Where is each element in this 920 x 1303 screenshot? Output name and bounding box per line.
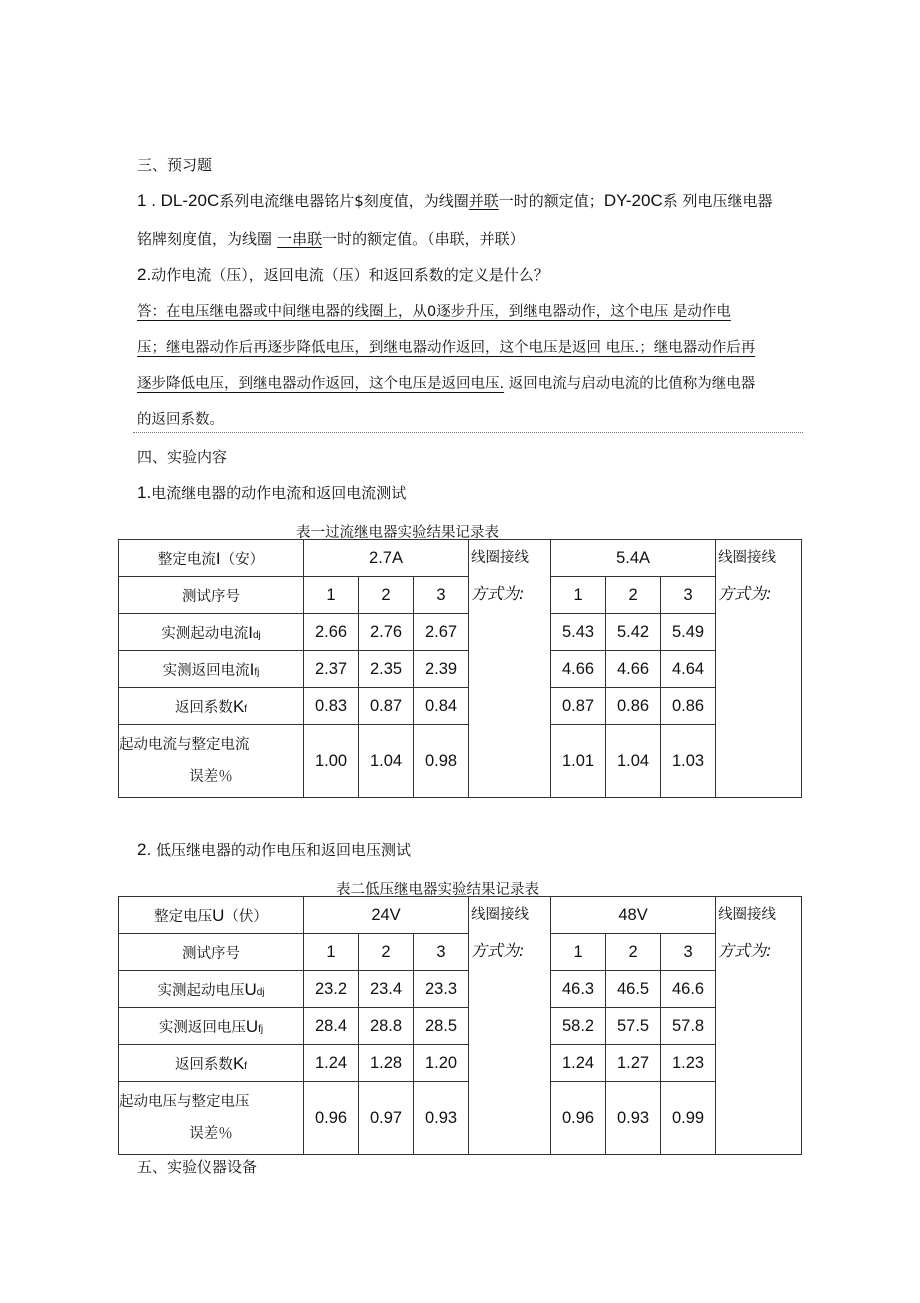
q1-code-a: DL-20C (160, 191, 220, 210)
cell: 23.4 (359, 971, 414, 1008)
section3-heading: 三、预习题 (137, 156, 213, 174)
table-row (119, 1082, 802, 1155)
cell: 23.3 (414, 971, 469, 1008)
table-row (119, 688, 802, 725)
cell: 28.8 (359, 1008, 414, 1045)
table-row (119, 1045, 802, 1082)
cell: 2.76 (359, 614, 414, 651)
item-2 (137, 839, 411, 860)
cell: 1.23 (661, 1045, 716, 1082)
group-a-header: 24V (304, 897, 469, 934)
table-row (119, 971, 802, 1008)
section-divider (133, 432, 803, 433)
q1-line2-a: 铭牌刻度值，为线圈 (137, 230, 273, 248)
cell: 0.84 (414, 688, 469, 725)
answer-line-1: 答：在电压继电器或中间继电器的线圈上，从0逐步升压，到继电器动作，这个电压 是动作电 (137, 304, 731, 320)
cell: 0.86 (606, 688, 661, 725)
section4-heading: 四、实验内容 (137, 448, 228, 466)
coil-connection-b: 线圈接线 方式为: (716, 897, 802, 1155)
cell: 5.42 (606, 614, 661, 651)
coil-connection-a: 线圈接线 方式为: (469, 540, 551, 798)
cell: 46.3 (551, 971, 606, 1008)
q1-code-b: DY-20C (603, 191, 663, 210)
cell: 2.67 (414, 614, 469, 651)
table1 (118, 539, 802, 798)
cell: 0.93 (414, 1082, 469, 1155)
cell: 2.66 (304, 614, 359, 651)
cell: 1.03 (661, 725, 716, 798)
table-row (119, 614, 802, 651)
row-label-error: 起动电压与整定电压 误差％ (119, 1082, 304, 1155)
cell: 0.98 (414, 725, 469, 798)
cell: 28.5 (414, 1008, 469, 1045)
cell: 46.5 (606, 971, 661, 1008)
cell: 0.83 (304, 688, 359, 725)
coil-connection-b: 线圈接线 方式为: (716, 540, 802, 798)
cell: 1.27 (606, 1045, 661, 1082)
row-label-pickup: 实测起动电压Udj (119, 971, 304, 1008)
answer-block (137, 294, 800, 438)
seq-a-1: 1 (304, 934, 359, 971)
q2-text: .动作电流（压），返回电流（压）和返回系数的定义是什么？ (146, 266, 549, 284)
cell: 1.01 (551, 725, 606, 798)
row-label-coef: 返回系数Kf (119, 688, 304, 725)
question-2 (137, 264, 549, 285)
seq-b-3: 3 (661, 577, 716, 614)
cell: 1.04 (359, 725, 414, 798)
row-label-error: 起动电流与整定电流 误差％ (119, 725, 304, 798)
cell: 57.8 (661, 1008, 716, 1045)
cell: 2.37 (304, 651, 359, 688)
table2 (118, 896, 802, 1155)
cell: 2.35 (359, 651, 414, 688)
q1-blank-b: 一串联 (277, 230, 323, 248)
cell: 1.28 (359, 1045, 414, 1082)
cell: 0.86 (661, 688, 716, 725)
cell: 1.20 (414, 1045, 469, 1082)
question-1-line2 (137, 228, 525, 249)
q1-blank-a: 并联 (468, 192, 499, 210)
coil-connection-a: 线圈接线 方式为: (469, 897, 551, 1155)
seq-a-2: 2 (359, 934, 414, 971)
seq-a-3: 3 (414, 577, 469, 614)
q1-line2-b: 一时的额定值。（串联，并联） (322, 230, 525, 248)
seq-b-1: 1 (551, 577, 606, 614)
cell: 58.2 (551, 1008, 606, 1045)
answer-line-3-underlined: 逐步降低电压，到继电器动作返回，这个电压是返回电压. (137, 376, 505, 392)
cell: 1.04 (606, 725, 661, 798)
seq-label: 测试序号 (119, 934, 304, 971)
q1-text-b: 一时的额定值； (498, 192, 604, 210)
cell: 0.96 (304, 1082, 359, 1155)
row-label-coef: 返回系数Kf (119, 1045, 304, 1082)
cell: 0.87 (359, 688, 414, 725)
answer-line-3 (137, 366, 800, 402)
seq-label: 测试序号 (119, 577, 304, 614)
cell: 1.24 (304, 1045, 359, 1082)
seq-b-2: 2 (606, 577, 661, 614)
answer-line-4: 的返回系数。 (137, 412, 224, 428)
cell: 0.87 (551, 688, 606, 725)
q1-text-c: 系 列电压继电器 (662, 192, 773, 210)
answer-line-3-rest: 返回电流与启动电流的比值称为继电器 (504, 376, 756, 392)
cell: 1.00 (304, 725, 359, 798)
cell: 4.64 (661, 651, 716, 688)
q1-number: 1 (137, 191, 147, 210)
cell: 5.49 (661, 614, 716, 651)
cell: 1.24 (551, 1045, 606, 1082)
cell: 2.39 (414, 651, 469, 688)
cell: 0.97 (359, 1082, 414, 1155)
q2-number: 2 (137, 265, 147, 284)
cell: 28.4 (304, 1008, 359, 1045)
cell: 0.96 (551, 1082, 606, 1155)
answer-line-2: 压；继电器动作后再逐步降低电压，到继电器动作返回，这个电压是返回 电压.；继电器动作后再 (137, 340, 756, 356)
cell: 4.66 (551, 651, 606, 688)
cell: 5.43 (551, 614, 606, 651)
table1-caption: 表一过流继电器实验结果记录表 (296, 525, 499, 541)
seq-b-2: 2 (606, 934, 661, 971)
row-label-return: 实测返回电压Ufj (119, 1008, 304, 1045)
seq-a-1: 1 (304, 577, 359, 614)
cell: 46.6 (661, 971, 716, 1008)
item1-number: 1 (137, 483, 147, 502)
cell: 0.99 (661, 1082, 716, 1155)
section5-heading: 五、实验仪器设备 (137, 1158, 258, 1176)
item2-number: 2 (137, 840, 147, 859)
setting-voltage-header: 整定电压U（伏） (119, 897, 304, 934)
seq-a-3: 3 (414, 934, 469, 971)
group-b-header: 5.4A (551, 540, 716, 577)
seq-a-2: 2 (359, 577, 414, 614)
row-label-pickup: 实测起动电流Idj (119, 614, 304, 651)
item1-text: .电流继电器的动作电流和返回电流测试 (146, 484, 407, 502)
table2-caption: 表二低压继电器实验结果记录表 (336, 882, 539, 898)
setting-current-header: 整定电流I（安） (119, 540, 304, 577)
table-row (119, 651, 802, 688)
group-a-header: 2.7A (304, 540, 469, 577)
q1-text-a: 系列电流继电器铭片$刻度值，为线圈 (219, 192, 469, 210)
seq-b-1: 1 (551, 934, 606, 971)
seq-b-3: 3 (661, 934, 716, 971)
cell: 57.5 (606, 1008, 661, 1045)
group-b-header: 48V (551, 897, 716, 934)
cell: 0.93 (606, 1082, 661, 1155)
item2-text: . 低压继电器的动作电压和返回电压测试 (146, 841, 412, 859)
table-row (119, 1008, 802, 1045)
item-1 (137, 482, 406, 503)
table-row (119, 725, 802, 798)
question-1-line1: 1 . DL-20C系列电流继电器铭片$刻度值，为线圈并联一时的额定值；DY-20C系 列电压继电器 (137, 191, 773, 210)
cell: 4.66 (606, 651, 661, 688)
cell: 23.2 (304, 971, 359, 1008)
row-label-return: 实测返回电流Ifj (119, 651, 304, 688)
